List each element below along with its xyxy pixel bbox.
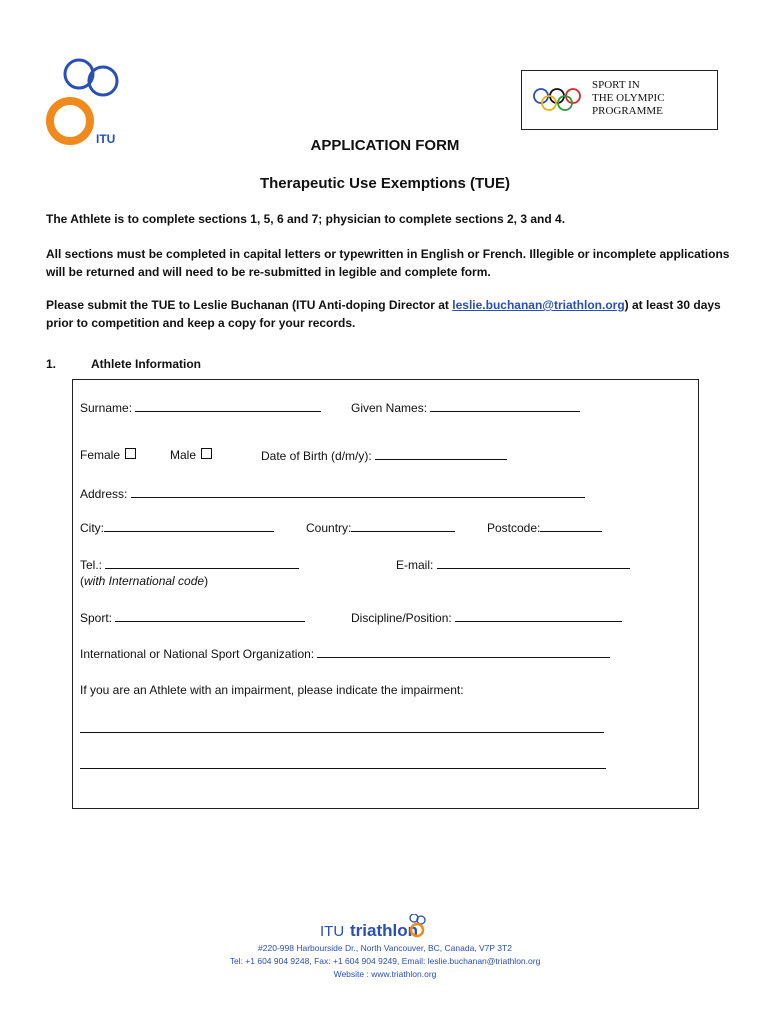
date-of-birth-field[interactable]: Date of Birth (d/m/y): [261,448,507,463]
form-subtitle: Therapeutic Use Exemptions (TUE) [259,175,511,192]
itu-triathlon-footer-logo [0,914,770,942]
impairment-line-2[interactable] [80,768,606,769]
instruction-submit: Please submit the TUE to Leslie Buchanan (ITU Anti-doping Director at leslie.buchanan@triathlon.org) at least 30 days prior to competition and keep a copy for your records. [46,298,721,330]
telephone-note: (with International code) [80,574,209,588]
form-title: APPLICATION FORM [310,137,460,154]
footer-contact [0,942,770,981]
city-field[interactable]: City: [80,520,274,535]
athlete-information-box [72,379,699,809]
svg-text:ITU: ITU [96,132,116,146]
telephone-field[interactable]: Tel.: [80,557,299,572]
footer-phone-email: Tel: +1 604 904 9248, Fax: +1 604 904 9249, Email: leslie.buchanan@triathlon.org [229,956,541,966]
svg-text:ITU: ITU [320,923,345,940]
postcode-field[interactable]: Postcode: [487,520,602,535]
instruction-sections: The Athlete is to complete sections 1, 5, 6 and 7; physician to complete sections 2, 3 and 4. [46,212,566,226]
olympic-programme-text: SPORT IN THE OLYMPIC PROGRAMME [592,79,665,117]
instruction-legibility: All sections must be completed in capital letters or typewritten in English or French. Illegible or incomplete applications will be returned and will need to be re-submitted in legible and complete form. [46,247,730,279]
surname-field[interactable]: Surname: [80,400,321,415]
olympic-programme-box [521,70,718,130]
svg-text:triathlon: triathlon [350,921,418,940]
email-field[interactable]: E-mail: [396,557,630,572]
country-field[interactable]: Country: [306,520,455,535]
sport-organization-field[interactable]: International or National Sport Organization: [80,646,610,661]
female-checkbox-box[interactable] [125,448,136,459]
section-number: 1. [46,357,57,371]
footer-website: Website : www.triathlon.org [333,969,437,979]
itu-logo [44,56,124,148]
email-link[interactable]: leslie.buchanan@triathlon.org [452,298,625,312]
impairment-label: If you are an Athlete with an impairment, please indicate the impairment: [80,683,464,697]
impairment-line-1[interactable] [80,732,604,733]
discipline-position-field[interactable]: Discipline/Position: [351,610,622,625]
female-checkbox[interactable]: Female [80,448,136,462]
male-checkbox[interactable]: Male [170,448,212,462]
section-title: Athlete Information [91,357,201,371]
sport-field[interactable]: Sport: [80,610,305,625]
address-field[interactable]: Address: [80,486,585,501]
olympic-rings-icon [532,87,582,113]
footer-address: #220-998 Harbourside Dr., North Vancouver, BC, Canada, V7P 3T2 [258,943,512,953]
given-names-field[interactable]: Given Names: [351,400,580,415]
male-checkbox-box[interactable] [201,448,212,459]
